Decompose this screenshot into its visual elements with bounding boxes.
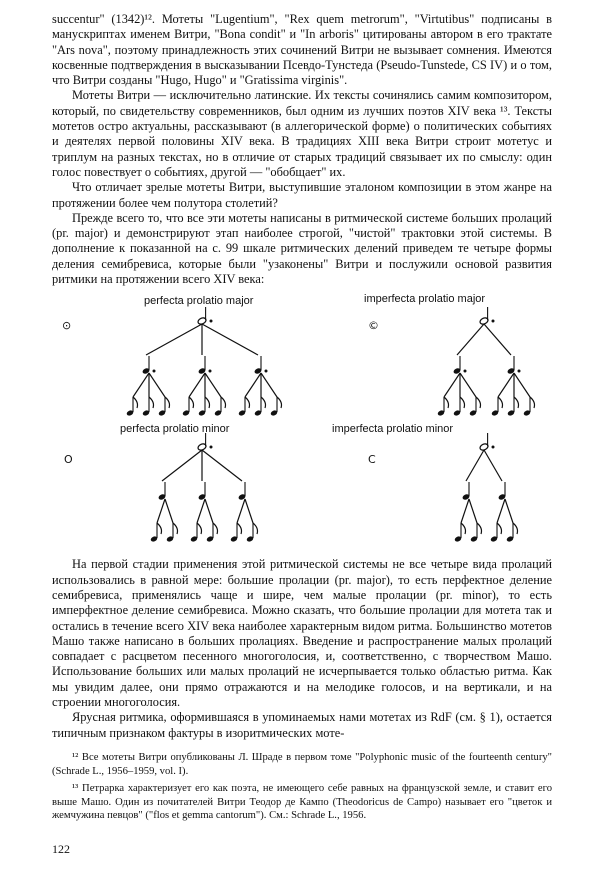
note-flag — [253, 523, 258, 534]
augmentation-dot — [209, 370, 212, 373]
tree-branch — [261, 373, 277, 397]
label-imperfecta-major: imperfecta prolatio major — [364, 293, 486, 306]
augmentation-dot — [210, 446, 213, 449]
paragraph-2: Мотеты Витри — исключительно латинские. Их тексты сочинялись самим композитором, который, по свидетельству современников, был одним из лучших поэтов XIV века ¹³. Тексты мотетов остро актуальны, рассказывают (в аллегорической форме) о политических событиях и деятелях первой половины XIV века. В традициях XIII века Витри строит мотетус и триплум на разных текстах, но в отличие от старых традиций связывает их по смыслу: один голос повествует о событиях, другой — "обобщает" их. — [52, 88, 552, 179]
paragraph-5: На первой стадии применения этой ритмической системы не все четыре вида пролаций использовались в равной мере: большие пролации (pr. major), то есть перфектное деление семибревиса, применялись чаще и шире, чем малые пролации (pr. minor), то есть имперфектное деление семибревиса. Можно сказать, что большие пролации для мотета так и остались в течение всего XIV века наиболее характерным видом ритма. Большинство мотетов Машо также написано в больших пролациях. Введение и распространение малых пролаций совпадает с расцветом песенного многоголосия, и, соответственно, с творчеством Машо. Использование больших или малых пролаций не исчерпывается только областью ритма. Как мы увидим далее, они прямо отражаются и на мелодике голосов, и на вертикали, и на строении многоголосия. — [52, 557, 552, 710]
note-flag — [476, 397, 481, 408]
tree-branch — [197, 499, 205, 523]
note-flag — [514, 397, 519, 408]
note-flag — [513, 523, 518, 534]
note-flag — [237, 523, 242, 534]
note-flag — [245, 397, 250, 408]
note-flag — [173, 523, 178, 534]
sign-perfect-major-icon: ⊙ — [62, 319, 72, 333]
tree-branch — [484, 324, 511, 355]
note-flag — [497, 523, 502, 534]
note-flag — [461, 523, 466, 534]
paragraph-1: succentur" (1342)¹². Мотеты "Lugentium", "Rex quem metrorum", "Virtutibus" подписаны в манускриптах именем Витри, "Bona condit" и "In arboris" цитированы автором в его трактате "Ars nova", поэтому принадлежность этих сочинений Витри не вызывает сомнения. Имеются косвенные подтверждения в высказывании Псевдо-Тунстеда (Pseudo-Tunstede, CS IV) и о том, что Витри созданы "Hugo, Hugo" и "Gratissima virginis". — [52, 12, 552, 88]
note-flag — [165, 397, 170, 408]
note-flag — [205, 397, 210, 408]
tree-branch — [505, 499, 513, 523]
sign-perfect-minor-icon: O — [64, 453, 73, 467]
note-flag — [213, 523, 218, 534]
tree-branch — [461, 499, 469, 523]
footnote-12: ¹² Все мотеты Витри опубликованы Л. Шраде в первом томе "Polyphonic music of the fourteenth century" (Schrade L., 1956–1959, vol. I). — [52, 751, 552, 777]
tree-branch — [245, 499, 253, 523]
note-flag — [189, 397, 194, 408]
tree-branch — [457, 324, 484, 355]
tree-branch — [202, 450, 242, 481]
note-flag — [444, 397, 449, 408]
label-imperfecta-minor: imperfecta prolatio minor — [332, 423, 454, 436]
tree-branch — [514, 373, 530, 397]
tree-branch — [149, 373, 165, 397]
note-flag — [149, 397, 154, 408]
tree-branch — [469, 499, 477, 523]
note-flag — [277, 397, 282, 408]
note-flag — [530, 397, 535, 408]
paragraph-6: Ярусная ритмика, оформившаяся в упоминаемых нами мотетах из RdF (см. § 1), остается типичным признаком фактуры в изоритмических моте- — [52, 710, 552, 740]
paragraph-3: Что отличает зрелые мотеты Витри, выступившие эталоном композиции в этом жанре на протяжении более чем полутора столетий? — [52, 180, 552, 210]
tree-branch — [205, 499, 213, 523]
tree-branch — [460, 373, 476, 397]
augmentation-dot — [464, 370, 467, 373]
augmentation-dot — [265, 370, 268, 373]
note-flag — [157, 523, 162, 534]
note-flag — [221, 397, 226, 408]
tree-branch — [189, 373, 205, 397]
page-number: 122 — [52, 842, 70, 856]
augmentation-dot — [153, 370, 156, 373]
sign-imperfect-major-icon: © — [368, 319, 379, 333]
page-content — [52, 12, 552, 827]
tree-branch — [133, 373, 149, 397]
tree-branch — [202, 324, 258, 355]
augmentation-dot — [210, 320, 213, 323]
tree-branch — [498, 373, 514, 397]
footnotes — [52, 751, 552, 823]
footnote-13: ¹³ Петрарка характеризует его как поэта, не имеющего себе равных на французской земле, и ставит его выше Машо. Один из почитателей Витри Теодор де Кампо (Theodoricus de Campo) называет его "цветок и жемчужина певцов" ("flos et gemma cantorum"). См.: Schrade L., 1956. — [52, 783, 552, 822]
tree-branch — [237, 499, 245, 523]
tree-branch — [466, 450, 484, 481]
augmentation-dot — [518, 370, 521, 373]
tree-branch — [497, 499, 505, 523]
sign-imperfect-minor-icon: C — [368, 453, 376, 467]
note-flag — [477, 523, 482, 534]
prolatio-diagram — [52, 291, 552, 553]
note-flag — [460, 397, 465, 408]
label-perfecta-minor: perfecta prolatio minor — [120, 423, 230, 436]
note-flag — [197, 523, 202, 534]
note-flag — [261, 397, 266, 408]
tree-branch — [484, 450, 502, 481]
note-flag — [133, 397, 138, 408]
tree-branch — [245, 373, 261, 397]
note-flag — [498, 397, 503, 408]
paragraph-4: Прежде всего то, что все эти мотеты написаны в ритмической системе больших пролаций (pr. major) и демонстрируют этап наиболее строгой, "чистой" трактовки этой системы. В дополнение к показанной на с. 99 шкале ритмических делений приведем те четыре формы деления семибревиса, которые были "узаконены" Витри и послужили основой развития ритмики на протяжении всего XIV века: — [52, 210, 552, 287]
tree-branch — [157, 499, 165, 523]
augmentation-dot — [492, 320, 495, 323]
label-perfecta-major: perfecta prolatio major — [144, 295, 254, 308]
tree-branch — [205, 373, 221, 397]
prolatio-tree-graphic — [52, 291, 552, 553]
tree-branch — [165, 499, 173, 523]
tree-branch — [444, 373, 460, 397]
augmentation-dot — [492, 446, 495, 449]
tree-branch — [146, 324, 202, 355]
tree-branch — [162, 450, 202, 481]
